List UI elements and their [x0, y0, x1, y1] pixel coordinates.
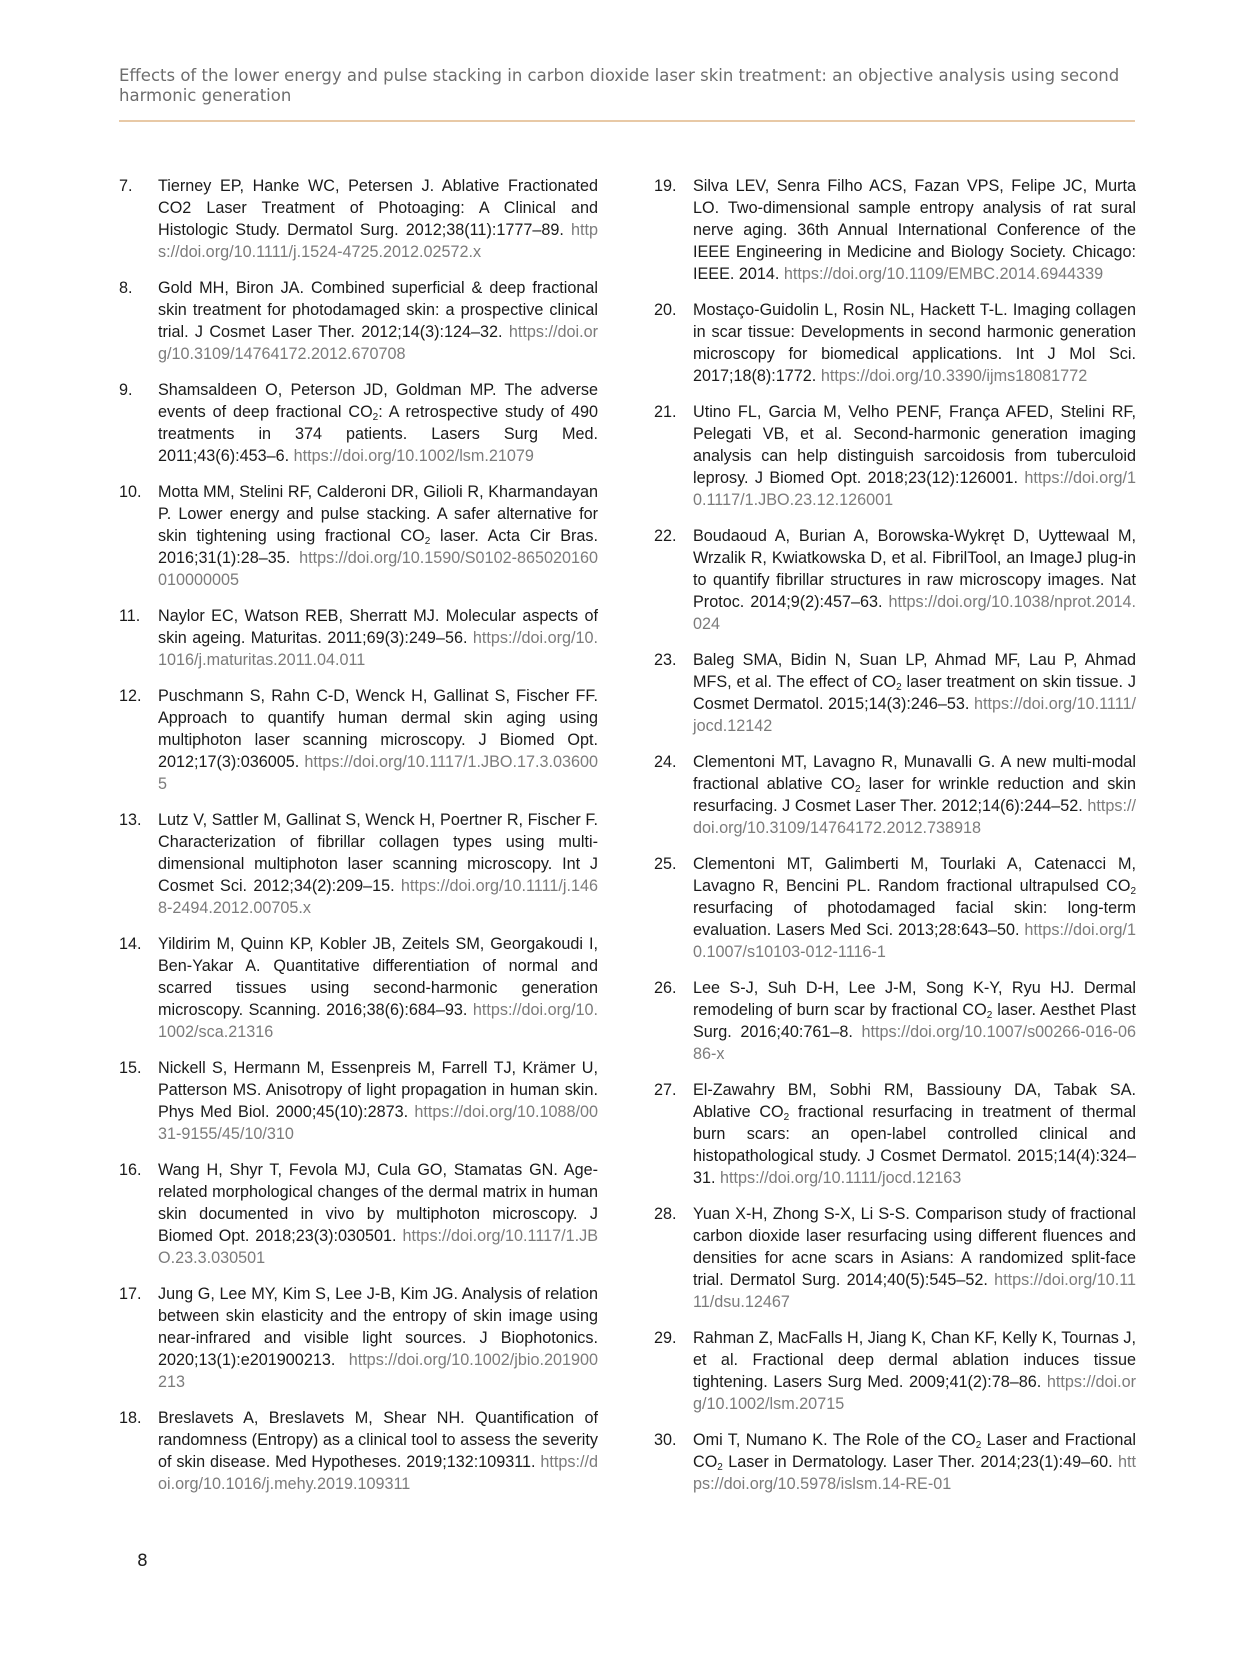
doi-link[interactable]: https://doi.org/10.1117/1.JBO.17.3.036005	[158, 753, 598, 793]
reference-text	[693, 753, 1136, 837]
doi-link[interactable]: https://doi.org/10.1590/S0102-865020160010000005	[158, 549, 598, 589]
reference-citation-part: resurfacing of photodamaged facial skin: long-term evaluation. Lasers Med Sci. 2013;28:643–50.	[693, 899, 1136, 939]
reference-text	[693, 979, 1136, 1063]
doi-link[interactable]: https://doi.org/10.1111/jocd.12142	[693, 695, 1136, 735]
doi-link[interactable]: https://doi.org/10.3109/14764172.2012.670708	[158, 323, 598, 363]
reference-item	[654, 525, 1136, 635]
doi-link[interactable]: https://doi.org/10.1007/s00266-016-0686-x	[693, 1023, 1136, 1063]
reference-citation-part: laser. Aesthet Plast Surg. 2016;40:761–8.	[693, 1001, 1137, 1041]
reference-citation: Tierney EP, Hanke WC, Petersen J. Ablative Fractionated CO2 Laser Treatment of Photoaging: A Clinical and Histologic Study. Dermatol Surg. 2012;38(11):1777–89.	[158, 177, 598, 239]
reference-citation: Breslavets A, Breslavets M, Shear NH. Quantification of randomness (Entropy) as a clinical tool to assess the severity of skin disease. Med Hypotheses. 2019;132:109311.	[158, 1409, 598, 1471]
reference-text	[693, 855, 1136, 961]
subscript: 2	[986, 1010, 993, 1021]
doi-link[interactable]: https://doi.org/10.1002/lsm.20715	[693, 1373, 1137, 1413]
doi-link[interactable]: https://doi.org/10.1002/sca.21316	[158, 1001, 598, 1041]
reference-citation-part: Laser and Fractional CO	[693, 1431, 1136, 1471]
reference-number: 24.	[654, 753, 677, 771]
reference-citation-part: Omi T, Numano K. The Role of the CO	[693, 1431, 976, 1449]
reference-item	[119, 277, 598, 365]
reference-text	[158, 1161, 598, 1267]
doi-link[interactable]: https://doi.org/10.1111/j.1468-2494.2012.00705.x	[158, 877, 598, 917]
reference-text	[158, 177, 598, 261]
reference-text	[693, 1081, 1136, 1187]
reference-number: 7.	[119, 177, 133, 195]
reference-number: 9.	[119, 381, 133, 399]
reference-citation-part: Motta MM, Stelini RF, Calderoni DR, Gilioli R, Kharmandayan P. Lower energy and pulse stacking. A safer alternative for skin tightening using fractional CO	[158, 483, 598, 545]
reference-item	[654, 175, 1136, 285]
reference-item	[654, 649, 1136, 737]
reference-item	[654, 1079, 1136, 1189]
doi-link[interactable]: https://doi.org/10.5978/islsm.14-RE-01	[693, 1453, 1136, 1493]
references-right-column	[654, 175, 1136, 1509]
reference-text	[693, 1205, 1136, 1311]
doi-link[interactable]: https://doi.org/10.3109/14764172.2012.738918	[693, 797, 1137, 837]
reference-citation-part: Lee S-J, Suh D-H, Lee J-M, Song K-Y, Ryu HJ. Dermal remodeling of burn scar by fractional CO	[693, 979, 1136, 1019]
doi-link[interactable]: https://doi.org/10.1117/1.JBO.23.3.030501	[158, 1227, 599, 1267]
doi-link[interactable]: https://doi.org/10.1117/1.JBO.23.12.126001	[693, 469, 1136, 509]
reference-citation-part: Clementoni MT, Lavagno R, Munavalli G. A new multi-modal fractional ablative CO	[693, 753, 1136, 793]
reference-number: 10.	[119, 483, 142, 501]
subscript: 2	[424, 536, 431, 547]
reference-number: 8.	[119, 279, 133, 297]
reference-item	[654, 751, 1136, 839]
reference-text	[693, 1329, 1136, 1413]
reference-text	[693, 651, 1136, 735]
reference-citation-part: El-Zawahry BM, Sobhi RM, Bassiouny DA, Tabak SA. Ablative CO	[693, 1081, 1136, 1121]
reference-item	[119, 175, 598, 263]
reference-citation-part: Laser in Dermatology. Laser Ther. 2014;23(1):49–60.	[722, 1453, 1113, 1471]
reference-citation-part: Clementoni MT, Galimberti M, Tourlaki A, Catenacci M, Lavagno R, Bencini PL. Random fractional ultrapulsed CO	[693, 855, 1136, 895]
reference-item	[654, 977, 1136, 1065]
reference-item	[119, 685, 598, 795]
reference-text	[158, 381, 598, 465]
doi-link[interactable]: https://doi.org/10.1109/EMBC.2014.6944339	[783, 265, 1104, 283]
reference-citation: Wang H, Shyr T, Fevola MJ, Cula GO, Stamatas GN. Age-related morphological changes of the dermal matrix in human skin documented in vivo by multiphoton microscopy. J Biomed Opt. 2018;23(3):030501.	[158, 1161, 598, 1245]
reference-text	[158, 935, 598, 1041]
reference-text	[693, 177, 1136, 283]
reference-text	[693, 1431, 1136, 1493]
reference-citation-part: laser for wrinkle reduction and skin resurfacing. J Cosmet Laser Ther. 2012;14(6):244–52.	[693, 775, 1136, 815]
reference-citation: Nickell S, Hermann M, Essenpreis M, Farrell TJ, Krämer U, Patterson MS. Anisotropy of light propagation in human skin. Phys Med Biol. 2000;45(10):2873.	[158, 1059, 598, 1121]
reference-item	[654, 299, 1136, 387]
reference-citation-part: fractional resurfacing in treatment of thermal burn scars: an open-label controlled clinical and histopathological study. J Cosmet Dermatol. 2015;14(4):324–31.	[693, 1103, 1136, 1187]
reference-text	[158, 1409, 598, 1493]
reference-item	[654, 1203, 1136, 1313]
doi-link[interactable]: https://doi.org/10.1038/nprot.2014.024	[693, 593, 1136, 633]
doi-link[interactable]: https://doi.org/10.1002/lsm.21079	[293, 447, 534, 465]
reference-item	[654, 1327, 1136, 1415]
doi-link[interactable]: https://doi.org/10.1111/dsu.12467	[693, 1271, 1136, 1311]
reference-citation: Yildirim M, Quinn KP, Kobler JB, Zeitels SM, Georgakoudi I, Ben-Yakar A. Quantitative differentiation of normal and scarred tissues using second-harmonic generation microscopy. Scanning. 2016;38(6):684–93.	[158, 935, 598, 1019]
running-header: Effects of the lower energy and pulse stacking in carbon dioxide laser skin treatment: an objective analysis using second harmonic generation	[119, 66, 1120, 105]
subscript: 2	[783, 1112, 790, 1123]
reference-citation: Jung G, Lee MY, Kim S, Lee J-B, Kim JG. Analysis of relation between skin elasticity and the entropy of skin image using near-infrared and visible light sources. J Biophotonics. 2020;13(1):e201900213.	[158, 1285, 598, 1369]
subscript: 2	[896, 682, 902, 693]
reference-item	[119, 1159, 598, 1269]
subscript: 2	[372, 412, 379, 423]
reference-text	[693, 403, 1136, 509]
reference-citation-part: laser treatment on skin tissue. J Cosmet Dermatol. 2015;14(3):246–53.	[693, 673, 1136, 713]
doi-link[interactable]: https://doi.org/10.1088/0031-9155/45/10/310	[158, 1103, 598, 1143]
reference-item	[119, 933, 598, 1043]
reference-citation-part: laser. Acta Cir Bras. 2016;31(1):28–35.	[158, 527, 598, 567]
reference-number: 22.	[654, 527, 677, 545]
reference-citation-part: Baleg SMA, Bidin N, Suan LP, Ahmad MF, Lau P, Ahmad MFS, et al. The effect of CO	[693, 651, 1136, 691]
header-divider	[119, 120, 1135, 122]
reference-number: 27.	[654, 1081, 677, 1099]
reference-number: 18.	[119, 1409, 142, 1427]
reference-citation: Rahman Z, MacFalls H, Jiang K, Chan KF, Kelly K, Tournas J, et al. Fractional deep dermal ablation induces tissue tightening. Lasers Surg Med. 2009;41(2):78–86.	[693, 1329, 1136, 1391]
subscript: 2	[855, 784, 861, 795]
reference-number: 28.	[654, 1205, 677, 1223]
reference-text	[158, 1059, 598, 1143]
reference-text	[158, 483, 598, 589]
reference-number: 17.	[119, 1285, 142, 1303]
reference-item	[119, 605, 598, 671]
reference-number: 12.	[119, 687, 142, 705]
reference-item	[119, 481, 598, 591]
reference-text	[693, 527, 1136, 633]
references-left-column	[119, 175, 598, 1509]
reference-text	[158, 607, 598, 669]
reference-citation: Puschmann S, Rahn C-D, Wenck H, Gallinat S, Fischer FF. Approach to quantify human dermal skin aging using multiphoton laser scanning microscopy. J Biomed Opt. 2012;17(3):036005.	[158, 687, 598, 771]
reference-citation: Silva LEV, Senra Filho ACS, Fazan VPS, Felipe JC, Murta LO. Two-dimensional sample entropy analysis of rat sural nerve aging. 36th Annual International Conference of the IEEE Engineering in Medicine and Biology Society. Chicago: IEEE. 2014.	[693, 177, 1136, 283]
reference-item	[119, 809, 598, 919]
reference-citation-part: Shamsaldeen O, Peterson JD, Goldman MP. The adverse events of deep fractional CO	[158, 381, 598, 421]
reference-number: 13.	[119, 811, 142, 829]
reference-number: 30.	[654, 1431, 677, 1449]
reference-text	[693, 301, 1136, 385]
subscript: 2	[975, 1440, 982, 1451]
reference-number: 29.	[654, 1329, 677, 1347]
reference-number: 15.	[119, 1059, 142, 1077]
reference-citation: Mostaço-Guidolin L, Rosin NL, Hackett T-L. Imaging collagen in scar tissue: Developments in second harmonic generation microscopy for biomedical applications. Int J Mol Sci. 2017;18(8):1772.	[693, 301, 1136, 385]
reference-number: 11.	[119, 607, 141, 625]
reference-number: 21.	[654, 403, 677, 421]
reference-citation: Yuan X-H, Zhong S-X, Li S-S. Comparison study of fractional carbon dioxide laser resurfacing using different fluences and densities for acne scars in Asians: A randomized split-face trial. Dermatol Surg. 2014;40(5):545–52.	[693, 1205, 1136, 1289]
doi-link[interactable]: https://doi.org/10.1016/j.maturitas.2011.04.011	[158, 629, 599, 669]
doi-link[interactable]: https://doi.org/10.3390/ijms18081772	[820, 367, 1088, 385]
doi-link[interactable]: https://doi.org/10.1111/j.1524-4725.2012.02572.x	[158, 221, 599, 261]
reference-number: 26.	[654, 979, 677, 997]
reference-number: 16.	[119, 1161, 142, 1179]
doi-link[interactable]: https://doi.org/10.1007/s10103-012-1116-1	[693, 921, 1136, 961]
reference-number: 14.	[119, 935, 142, 953]
subscript: 2	[1130, 886, 1136, 897]
reference-number: 25.	[654, 855, 677, 873]
doi-link[interactable]: https://doi.org/10.1002/jbio.201900213	[158, 1351, 598, 1391]
subscript: 2	[717, 1462, 723, 1473]
reference-text	[158, 687, 598, 793]
reference-number: 19.	[654, 177, 677, 195]
reference-item	[119, 1407, 598, 1495]
reference-number: 23.	[654, 651, 677, 669]
reference-number: 20.	[654, 301, 677, 319]
reference-text	[158, 1285, 598, 1391]
page-number: 8	[137, 1551, 148, 1571]
reference-citation: Naylor EC, Watson REB, Sherratt MJ. Molecular aspects of skin ageing. Maturitas. 2011;69(3):249–56.	[158, 607, 598, 647]
reference-citation: Boudaoud A, Burian A, Borowska-Wykręt D, Uyttewaal M, Wrzalik R, Kwiatkowska D, et al. FibrilTool, an ImageJ plug-in to quantify fibrillar structures in raw microscopy images. Nat Protoc. 2014;9(2):457–63.	[693, 527, 1136, 611]
reference-item	[654, 1429, 1136, 1495]
reference-item	[119, 1283, 598, 1393]
reference-text	[158, 811, 598, 917]
doi-link[interactable]: https://doi.org/10.1111/jocd.12163	[720, 1169, 962, 1187]
reference-item	[119, 379, 598, 467]
reference-text	[158, 279, 598, 363]
reference-citation: Lutz V, Sattler M, Gallinat S, Wenck H, Poertner R, Fischer F. Characterization of fibrillar collagen types using multi-dimensional multiphoton laser scanning microscopy. Int J Cosmet Sci. 2012;34(2):209–15.	[158, 811, 598, 895]
reference-citation-part: : A retrospective study of 490 treatments in 374 patients. Lasers Surg Med. 2011;43(6):453–6.	[158, 403, 598, 465]
reference-item	[654, 401, 1136, 511]
doi-link[interactable]: https://doi.org/10.1016/j.mehy.2019.109311	[158, 1453, 598, 1493]
reference-citation: Utino FL, Garcia M, Velho PENF, França AFED, Stelini RF, Pelegati VB, et al. Second-harmonic generation imaging analysis can help distinguish sarcoidosis from tuberculoid leprosy. J Biomed Opt. 2018;23(12):126001.	[693, 403, 1136, 487]
reference-citation: Gold MH, Biron JA. Combined superficial & deep fractional skin treatment for photodamaged skin: a prospective clinical trial. J Cosmet Laser Ther. 2012;14(3):124–32.	[158, 279, 598, 341]
reference-item	[119, 1057, 598, 1145]
reference-item	[654, 853, 1136, 963]
